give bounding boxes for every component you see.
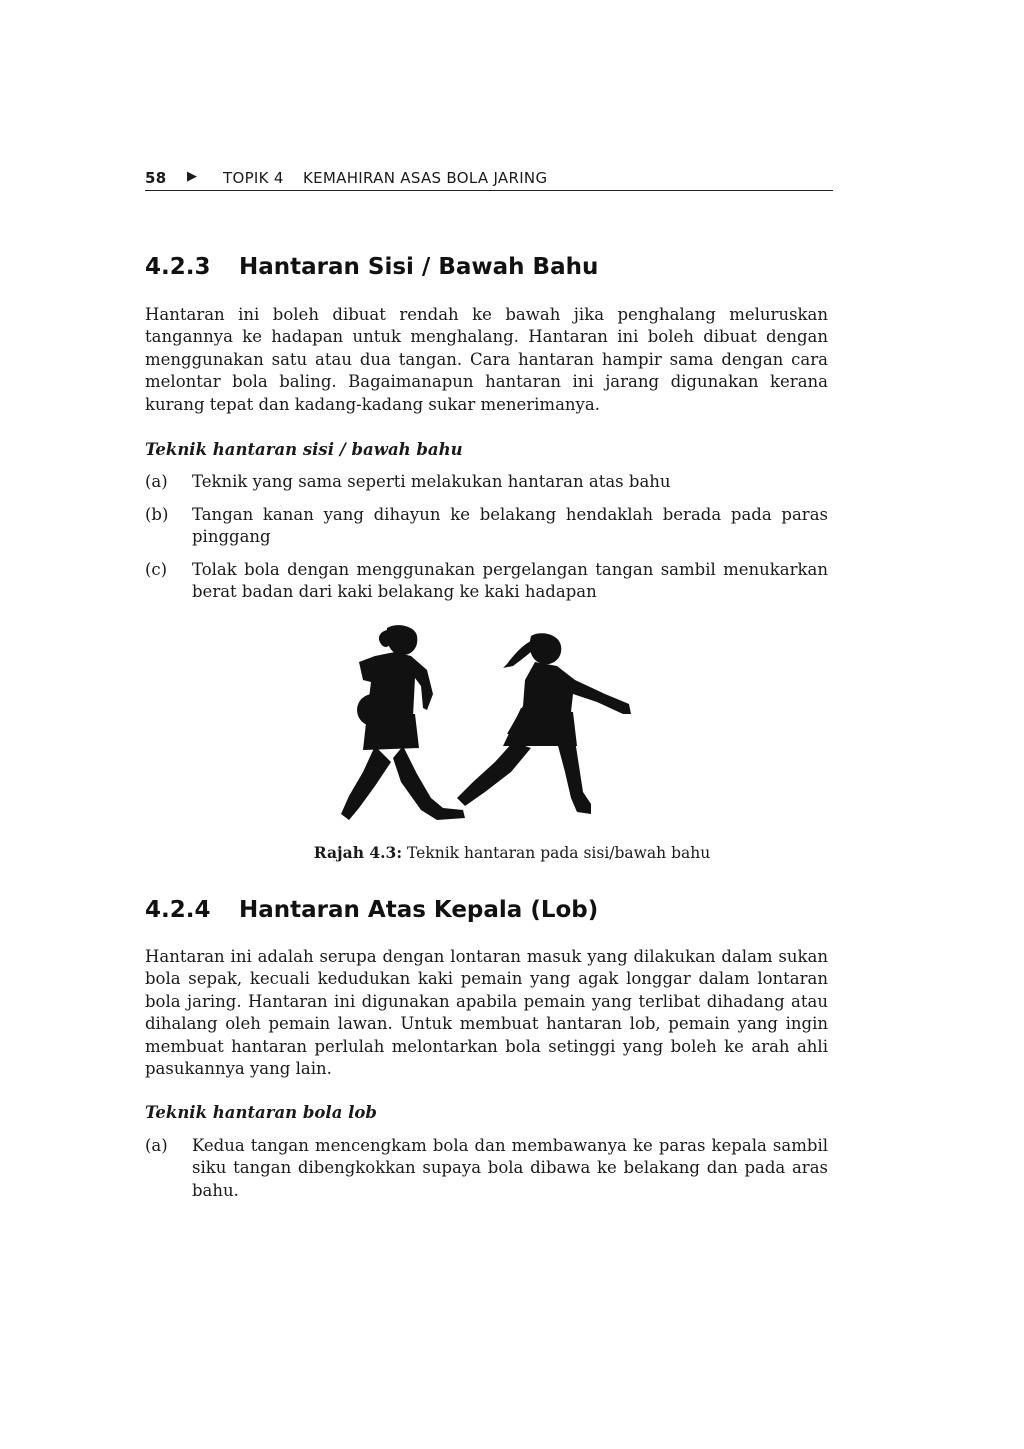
netball-players-silhouette-icon: [335, 622, 635, 834]
topic-label: TOPIK 4: [223, 169, 284, 187]
section-paragraph: Hantaran ini adalah serupa dengan lontaran masuk yang dilakukan dalam sukan bola sepak, kecuali kedudukan kaki pemain yang agak longgar dalam lontaran bola jaring. Hantaran ini digunakan apabila pemain yang terlibat dihadang atau dihalang oleh pemain lawan. Untuk membuat hantaran lob, pemain yang ingin membuat hantaran perlulah melontarkan bola setinggi yang boleh ke arah ahli pasukannya yang lain.: [145, 947, 828, 1079]
section-title: Hantaran Atas Kepala (Lob): [239, 897, 599, 923]
list-item-label: (a): [145, 472, 168, 491]
page-number: 58: [145, 169, 167, 187]
section-heading-4-2-4: [145, 897, 598, 923]
figure-caption: [0, 843, 1024, 862]
list-item: [145, 504, 828, 549]
running-header: [145, 166, 833, 191]
figure-caption-text: Teknik hantaran pada sisi/bawah bahu: [402, 844, 711, 862]
list-item-label: (c): [145, 560, 168, 579]
section-number: 4.2.4: [145, 897, 211, 923]
list-item-text: Kedua tangan mencengkam bola dan membawanya ke paras kepala sambil siku tangan dibengkokkan supaya bola dibawa ke belakang dan pada aras bahu.: [192, 1136, 828, 1200]
list-item-label: (b): [145, 505, 169, 524]
arrow-right-icon: ▶: [187, 169, 198, 184]
chapter-title: KEMAHIRAN ASAS BOLA JARING: [303, 169, 548, 187]
list-item: [145, 559, 828, 604]
section-heading-4-2-3: [145, 254, 598, 280]
section-paragraph: Hantaran ini boleh dibuat rendah ke bawah jika penghalang meluruskan tangannya ke hadapan untuk menghalang. Hantaran ini boleh dibuat dengan menggunakan satu atau dua tangan. Cara hantaran hampir sama dengan cara melontar bola baling. Bagaimanapun hantaran ini jarang digunakan kerana kurang tepat dan kadang-kadang sukar menerimanya.: [145, 305, 828, 414]
list-item-text: Tolak bola dengan menggunakan pergelangan tangan sambil menukarkan berat badan dari kaki belakang ke kaki hadapan: [192, 560, 828, 602]
figure-caption-label: Rajah 4.3:: [313, 843, 403, 862]
technique-subheading: Teknik hantaran bola lob: [145, 1103, 377, 1122]
list-item: [145, 1135, 828, 1202]
netball-players-figure: [335, 622, 635, 834]
list-item-text: Tangan kanan yang dihayun ke belakang hendaklah berada pada paras pinggang: [192, 505, 828, 547]
section-title: Hantaran Sisi / Bawah Bahu: [239, 254, 599, 280]
section-number: 4.2.3: [145, 254, 211, 280]
list-item-label: (a): [145, 1136, 168, 1155]
technique-subheading: Teknik hantaran sisi / bawah bahu: [145, 440, 463, 459]
list-item: [145, 471, 828, 493]
list-item-text: Teknik yang sama seperti melakukan hantaran atas bahu: [192, 472, 671, 491]
